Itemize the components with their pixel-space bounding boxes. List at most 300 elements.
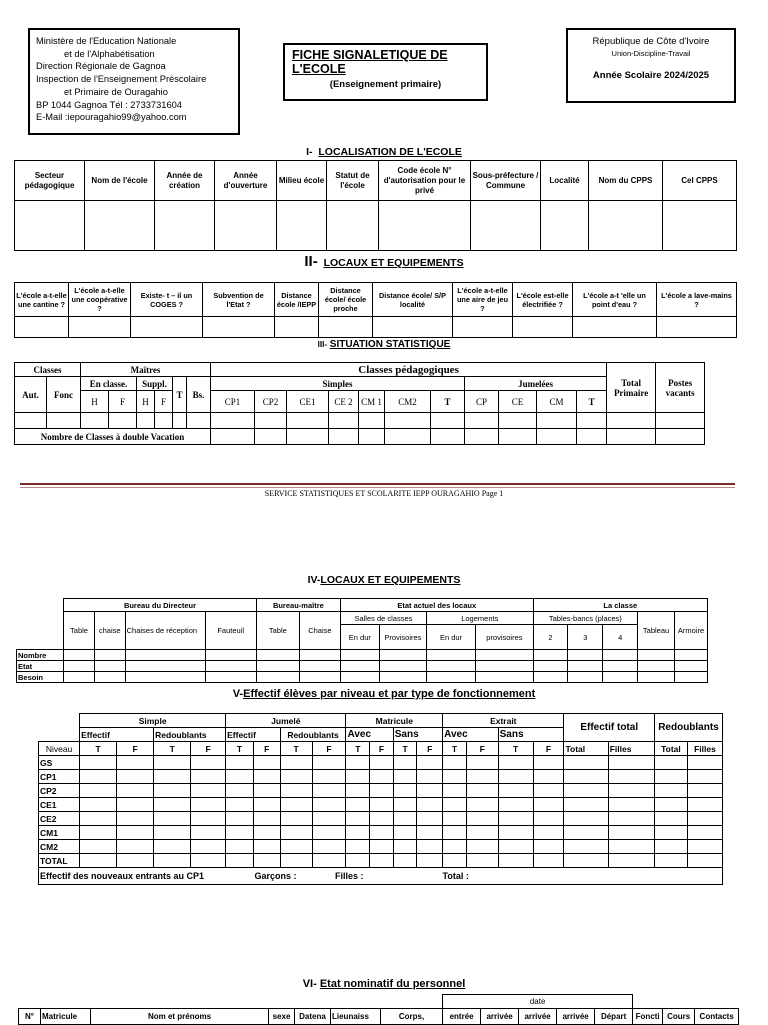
- input-cell[interactable]: [211, 429, 255, 445]
- input-cell[interactable]: [453, 317, 513, 338]
- input-cell[interactable]: [226, 798, 254, 812]
- input-cell[interactable]: [253, 798, 280, 812]
- section-number: II-: [304, 253, 318, 270]
- input-cell[interactable]: [393, 798, 417, 812]
- input-cell[interactable]: [312, 812, 346, 826]
- input-cell[interactable]: [608, 770, 654, 784]
- input-cell[interactable]: [654, 770, 687, 784]
- input-cell[interactable]: [443, 826, 467, 840]
- input-cell[interactable]: [417, 770, 443, 784]
- input-cell[interactable]: [564, 756, 608, 770]
- input-cell[interactable]: [215, 201, 277, 251]
- input-cell[interactable]: [577, 413, 607, 429]
- input-cell[interactable]: [603, 672, 638, 683]
- input-cell[interactable]: [466, 812, 498, 826]
- input-cell[interactable]: [466, 854, 498, 868]
- input-cell[interactable]: [117, 812, 154, 826]
- col-header: chaise: [94, 612, 125, 650]
- col-header: 3: [568, 625, 603, 650]
- input-cell[interactable]: [675, 661, 708, 672]
- input-cell[interactable]: [564, 826, 608, 840]
- input-cell[interactable]: [379, 672, 426, 683]
- input-cell[interactable]: [687, 812, 722, 826]
- level-row: [39, 756, 723, 770]
- col-header: arrivée: [481, 1009, 519, 1025]
- input-cell[interactable]: [125, 672, 205, 683]
- input-cell[interactable]: [466, 840, 498, 854]
- input-cell[interactable]: [253, 770, 280, 784]
- input-cell[interactable]: [280, 840, 312, 854]
- col-header: Nom du CPPS: [589, 161, 663, 201]
- input-cell[interactable]: [154, 854, 191, 868]
- ministry-line: et Primaire de Ouragahio: [64, 86, 168, 97]
- input-cell[interactable]: [498, 798, 533, 812]
- input-cell[interactable]: [564, 798, 608, 812]
- input-cell[interactable]: [638, 650, 675, 661]
- input-cell[interactable]: [577, 429, 607, 445]
- input-cell[interactable]: [568, 661, 603, 672]
- input-cell[interactable]: [226, 812, 254, 826]
- input-cell[interactable]: [226, 756, 254, 770]
- input-cell[interactable]: [476, 661, 533, 672]
- input-cell[interactable]: [191, 840, 226, 854]
- input-cell[interactable]: [417, 756, 443, 770]
- input-cell[interactable]: [533, 756, 564, 770]
- col-header: L'école a-t-elle une aire de jeu ?: [453, 283, 513, 317]
- input-cell[interactable]: [654, 812, 687, 826]
- input-cell[interactable]: [256, 672, 299, 683]
- input-cell[interactable]: [312, 826, 346, 840]
- input-cell[interactable]: [340, 672, 379, 683]
- input-cell[interactable]: [155, 413, 173, 429]
- col-header: En classe.: [81, 377, 137, 391]
- input-cell[interactable]: [608, 784, 654, 798]
- input-cell[interactable]: [287, 413, 329, 429]
- input-cell[interactable]: [94, 672, 125, 683]
- input-cell[interactable]: [657, 317, 737, 338]
- input-cell[interactable]: [154, 798, 191, 812]
- input-cell[interactable]: [80, 854, 117, 868]
- input-cell[interactable]: [379, 661, 426, 672]
- input-cell[interactable]: [638, 672, 675, 683]
- input-cell[interactable]: [319, 317, 373, 338]
- input-cell[interactable]: [466, 770, 498, 784]
- input-cell[interactable]: [687, 756, 722, 770]
- input-cell[interactable]: [476, 650, 533, 661]
- input-cell[interactable]: [191, 784, 226, 798]
- input-cell[interactable]: [471, 201, 541, 251]
- input-cell[interactable]: [393, 840, 417, 854]
- input-cell[interactable]: [431, 413, 465, 429]
- input-cell[interactable]: [94, 650, 125, 661]
- input-cell[interactable]: [346, 770, 370, 784]
- input-cell[interactable]: [125, 650, 205, 661]
- input-cell[interactable]: [191, 854, 226, 868]
- input-cell[interactable]: [312, 854, 346, 868]
- input-cell[interactable]: [513, 317, 573, 338]
- input-cell[interactable]: [256, 650, 299, 661]
- col-header: Chaises de réception: [125, 612, 205, 650]
- input-cell[interactable]: [287, 429, 329, 445]
- input-cell[interactable]: [379, 650, 426, 661]
- level-row: [39, 840, 723, 854]
- input-cell[interactable]: [533, 812, 564, 826]
- input-cell[interactable]: [327, 201, 379, 251]
- input-cell[interactable]: [85, 201, 155, 251]
- input-cell[interactable]: [47, 413, 81, 429]
- input-cell[interactable]: [69, 317, 131, 338]
- input-cell[interactable]: [537, 429, 577, 445]
- input-cell[interactable]: [117, 798, 154, 812]
- level-row: [39, 854, 723, 868]
- input-cell[interactable]: [687, 840, 722, 854]
- input-cell[interactable]: [393, 784, 417, 798]
- input-cell[interactable]: [417, 798, 443, 812]
- input-cell[interactable]: [443, 798, 467, 812]
- input-cell[interactable]: [370, 784, 394, 798]
- input-cell[interactable]: [211, 413, 255, 429]
- input-cell[interactable]: [253, 840, 280, 854]
- input-cell[interactable]: [466, 798, 498, 812]
- input-cell[interactable]: [385, 429, 431, 445]
- input-cell[interactable]: [255, 429, 287, 445]
- input-cell[interactable]: [426, 672, 475, 683]
- input-cell[interactable]: [393, 854, 417, 868]
- input-cell[interactable]: [277, 201, 327, 251]
- input-cell[interactable]: [226, 784, 254, 798]
- input-cell[interactable]: [280, 770, 312, 784]
- input-cell[interactable]: [81, 413, 109, 429]
- input-cell[interactable]: [187, 413, 211, 429]
- input-cell[interactable]: [275, 317, 319, 338]
- personnel-table: [18, 994, 739, 1025]
- input-cell[interactable]: [117, 840, 154, 854]
- input-cell[interactable]: [340, 650, 379, 661]
- col-header: Etat actuel des locaux: [340, 599, 533, 612]
- form-subtitle: (Enseignement primaire): [329, 79, 442, 90]
- col-header: CP2: [255, 391, 287, 413]
- input-cell[interactable]: [191, 826, 226, 840]
- input-cell[interactable]: [253, 826, 280, 840]
- input-cell[interactable]: [346, 854, 370, 868]
- input-cell[interactable]: [663, 201, 737, 251]
- col-header: Total Primaire: [607, 363, 656, 413]
- input-cell[interactable]: [654, 854, 687, 868]
- input-cell[interactable]: [675, 672, 708, 683]
- input-cell[interactable]: [370, 840, 394, 854]
- input-cell[interactable]: [498, 854, 533, 868]
- input-cell[interactable]: [466, 784, 498, 798]
- ministry-line: Inspection de l'Enseignement Préscolaire: [36, 74, 207, 85]
- input-cell[interactable]: [173, 413, 187, 429]
- input-cell[interactable]: [280, 826, 312, 840]
- input-cell[interactable]: [608, 826, 654, 840]
- input-cell[interactable]: [607, 413, 656, 429]
- input-cell[interactable]: [370, 826, 394, 840]
- input-cell[interactable]: [203, 317, 275, 338]
- input-cell[interactable]: [443, 854, 467, 868]
- blank-cell: [39, 728, 80, 742]
- input-cell[interactable]: [191, 798, 226, 812]
- input-cell[interactable]: [687, 854, 722, 868]
- input-cell[interactable]: [687, 798, 722, 812]
- col-header: CE: [499, 391, 537, 413]
- input-cell[interactable]: [253, 812, 280, 826]
- input-cell[interactable]: [137, 413, 155, 429]
- input-cell[interactable]: [533, 672, 568, 683]
- input-cell[interactable]: [256, 661, 299, 672]
- blank-cell: [19, 995, 443, 1009]
- input-cell[interactable]: [226, 840, 254, 854]
- col-header: CP1: [211, 391, 255, 413]
- input-cell[interactable]: [498, 840, 533, 854]
- input-cell[interactable]: [312, 798, 346, 812]
- input-cell[interactable]: [443, 756, 467, 770]
- input-cell[interactable]: [656, 413, 705, 429]
- input-cell[interactable]: [117, 854, 154, 868]
- input-cell[interactable]: [80, 756, 117, 770]
- input-cell[interactable]: [226, 826, 254, 840]
- input-cell[interactable]: [154, 840, 191, 854]
- input-cell[interactable]: [226, 770, 254, 784]
- input-cell[interactable]: [564, 784, 608, 798]
- input-cell[interactable]: [573, 317, 657, 338]
- input-cell[interactable]: [346, 798, 370, 812]
- input-cell[interactable]: [80, 798, 117, 812]
- input-cell[interactable]: [64, 661, 95, 672]
- input-cell[interactable]: [443, 812, 467, 826]
- input-cell[interactable]: [346, 756, 370, 770]
- locaux-equipements-table: [16, 598, 708, 683]
- input-cell[interactable]: [608, 840, 654, 854]
- input-cell[interactable]: [431, 429, 465, 445]
- input-cell[interactable]: [329, 429, 359, 445]
- input-cell[interactable]: [654, 840, 687, 854]
- input-cell[interactable]: [312, 756, 346, 770]
- input-cell[interactable]: [154, 812, 191, 826]
- input-cell[interactable]: [533, 650, 568, 661]
- col-header: Statut de l'école: [327, 161, 379, 201]
- input-cell[interactable]: [373, 317, 453, 338]
- input-cell[interactable]: [370, 854, 394, 868]
- input-cell[interactable]: [80, 826, 117, 840]
- input-cell[interactable]: [385, 413, 431, 429]
- input-cell[interactable]: [687, 770, 722, 784]
- col-header: Extrait: [443, 714, 564, 728]
- input-cell[interactable]: [340, 661, 379, 672]
- input-cell[interactable]: [654, 826, 687, 840]
- input-cell[interactable]: [15, 201, 85, 251]
- input-cell[interactable]: [417, 784, 443, 798]
- input-cell[interactable]: [393, 826, 417, 840]
- input-cell[interactable]: [541, 201, 589, 251]
- input-cell[interactable]: [393, 812, 417, 826]
- input-cell[interactable]: [417, 840, 443, 854]
- input-cell[interactable]: [533, 661, 568, 672]
- col-header: Bureau du Directeur: [64, 599, 257, 612]
- input-cell[interactable]: [656, 429, 705, 445]
- input-cell[interactable]: [426, 661, 475, 672]
- input-cell[interactable]: [607, 429, 656, 445]
- input-cell[interactable]: [226, 854, 254, 868]
- input-cell[interactable]: [564, 770, 608, 784]
- input-cell[interactable]: [280, 812, 312, 826]
- input-cell[interactable]: [533, 784, 564, 798]
- input-cell[interactable]: [64, 650, 95, 661]
- input-cell[interactable]: [346, 812, 370, 826]
- input-cell[interactable]: [370, 812, 394, 826]
- input-cell[interactable]: [443, 784, 467, 798]
- input-cell[interactable]: [346, 840, 370, 854]
- input-cell[interactable]: [393, 770, 417, 784]
- input-cell[interactable]: [80, 812, 117, 826]
- input-cell[interactable]: [608, 756, 654, 770]
- col-header: Datena: [295, 1009, 331, 1025]
- input-cell[interactable]: [370, 756, 394, 770]
- input-cell[interactable]: [603, 650, 638, 661]
- input-cell[interactable]: [117, 784, 154, 798]
- input-cell[interactable]: [299, 672, 340, 683]
- input-cell[interactable]: [15, 317, 69, 338]
- input-cell[interactable]: [608, 798, 654, 812]
- input-cell[interactable]: [654, 798, 687, 812]
- input-cell[interactable]: [191, 756, 226, 770]
- input-cell[interactable]: [537, 413, 577, 429]
- input-cell[interactable]: [117, 756, 154, 770]
- input-cell[interactable]: [564, 840, 608, 854]
- input-cell[interactable]: [370, 798, 394, 812]
- input-cell[interactable]: [393, 756, 417, 770]
- input-cell[interactable]: [280, 854, 312, 868]
- input-cell[interactable]: [109, 413, 137, 429]
- input-cell[interactable]: [312, 770, 346, 784]
- input-cell[interactable]: [346, 826, 370, 840]
- input-cell[interactable]: [568, 650, 603, 661]
- input-cell[interactable]: [312, 840, 346, 854]
- input-cell[interactable]: [346, 784, 370, 798]
- input-cell[interactable]: [191, 812, 226, 826]
- input-cell[interactable]: [154, 756, 191, 770]
- input-cell[interactable]: [417, 826, 443, 840]
- input-cell[interactable]: [465, 429, 499, 445]
- input-cell[interactable]: [603, 661, 638, 672]
- input-cell[interactable]: [280, 784, 312, 798]
- input-cell[interactable]: [417, 854, 443, 868]
- input-cell[interactable]: [687, 784, 722, 798]
- input-cell[interactable]: [533, 826, 564, 840]
- input-cell[interactable]: [426, 650, 475, 661]
- input-cell[interactable]: [443, 770, 467, 784]
- input-cell[interactable]: [94, 661, 125, 672]
- row-label: Nombre: [17, 650, 64, 661]
- input-cell[interactable]: [533, 854, 564, 868]
- input-cell[interactable]: [638, 661, 675, 672]
- input-cell[interactable]: [253, 784, 280, 798]
- input-cell[interactable]: [608, 812, 654, 826]
- input-cell[interactable]: [15, 413, 47, 429]
- input-cell[interactable]: [498, 770, 533, 784]
- input-cell[interactable]: [533, 770, 564, 784]
- input-cell[interactable]: [654, 784, 687, 798]
- input-cell[interactable]: [125, 661, 205, 672]
- input-cell[interactable]: [255, 413, 287, 429]
- input-cell[interactable]: [379, 201, 471, 251]
- input-cell[interactable]: [443, 840, 467, 854]
- input-cell[interactable]: [205, 672, 256, 683]
- input-cell[interactable]: [533, 798, 564, 812]
- col-header: T: [154, 742, 191, 756]
- col-header: Localité: [541, 161, 589, 201]
- input-cell[interactable]: [154, 784, 191, 798]
- input-cell[interactable]: [155, 201, 215, 251]
- input-cell[interactable]: [498, 812, 533, 826]
- input-cell[interactable]: [568, 672, 603, 683]
- section-3-title: [0, 339, 768, 350]
- input-cell[interactable]: [299, 661, 340, 672]
- col-header: Sans: [498, 728, 564, 742]
- input-cell[interactable]: [417, 812, 443, 826]
- input-cell[interactable]: [675, 650, 708, 661]
- blank-cell: [633, 995, 739, 1009]
- input-cell[interactable]: [329, 413, 359, 429]
- input-cell[interactable]: [253, 756, 280, 770]
- input-cell[interactable]: [117, 826, 154, 840]
- input-cell[interactable]: [117, 770, 154, 784]
- input-cell[interactable]: [589, 201, 663, 251]
- input-cell[interactable]: [498, 826, 533, 840]
- input-cell[interactable]: [80, 840, 117, 854]
- col-header: Sous-préfecture / Commune: [471, 161, 541, 201]
- input-cell[interactable]: [654, 756, 687, 770]
- input-cell[interactable]: [466, 756, 498, 770]
- col-header: date: [443, 995, 633, 1009]
- input-cell[interactable]: [476, 672, 533, 683]
- col-header: Année d'ouverture: [215, 161, 277, 201]
- col-header: Contacts: [695, 1009, 739, 1025]
- input-cell[interactable]: [608, 854, 654, 868]
- input-cell[interactable]: [312, 784, 346, 798]
- input-cell[interactable]: [499, 413, 537, 429]
- input-cell[interactable]: [154, 770, 191, 784]
- input-cell[interactable]: [498, 756, 533, 770]
- input-cell[interactable]: [280, 756, 312, 770]
- input-cell[interactable]: [205, 650, 256, 661]
- input-cell[interactable]: [466, 826, 498, 840]
- input-cell[interactable]: [359, 413, 385, 429]
- input-cell[interactable]: [498, 784, 533, 798]
- input-cell[interactable]: [253, 854, 280, 868]
- input-cell[interactable]: [64, 672, 95, 683]
- input-cell[interactable]: [299, 650, 340, 661]
- input-cell[interactable]: [205, 661, 256, 672]
- input-cell[interactable]: [370, 770, 394, 784]
- input-cell[interactable]: [191, 770, 226, 784]
- input-cell[interactable]: [80, 770, 117, 784]
- input-cell[interactable]: [687, 826, 722, 840]
- localisation-table: [14, 160, 737, 251]
- input-cell[interactable]: [564, 854, 608, 868]
- col-header: Avec: [346, 728, 393, 742]
- input-cell[interactable]: [533, 840, 564, 854]
- input-cell[interactable]: [80, 784, 117, 798]
- input-cell[interactable]: [154, 826, 191, 840]
- input-cell[interactable]: [359, 429, 385, 445]
- input-cell[interactable]: [499, 429, 537, 445]
- input-cell[interactable]: [465, 413, 499, 429]
- input-cell[interactable]: [564, 812, 608, 826]
- input-cell[interactable]: [131, 317, 203, 338]
- input-cell[interactable]: [280, 798, 312, 812]
